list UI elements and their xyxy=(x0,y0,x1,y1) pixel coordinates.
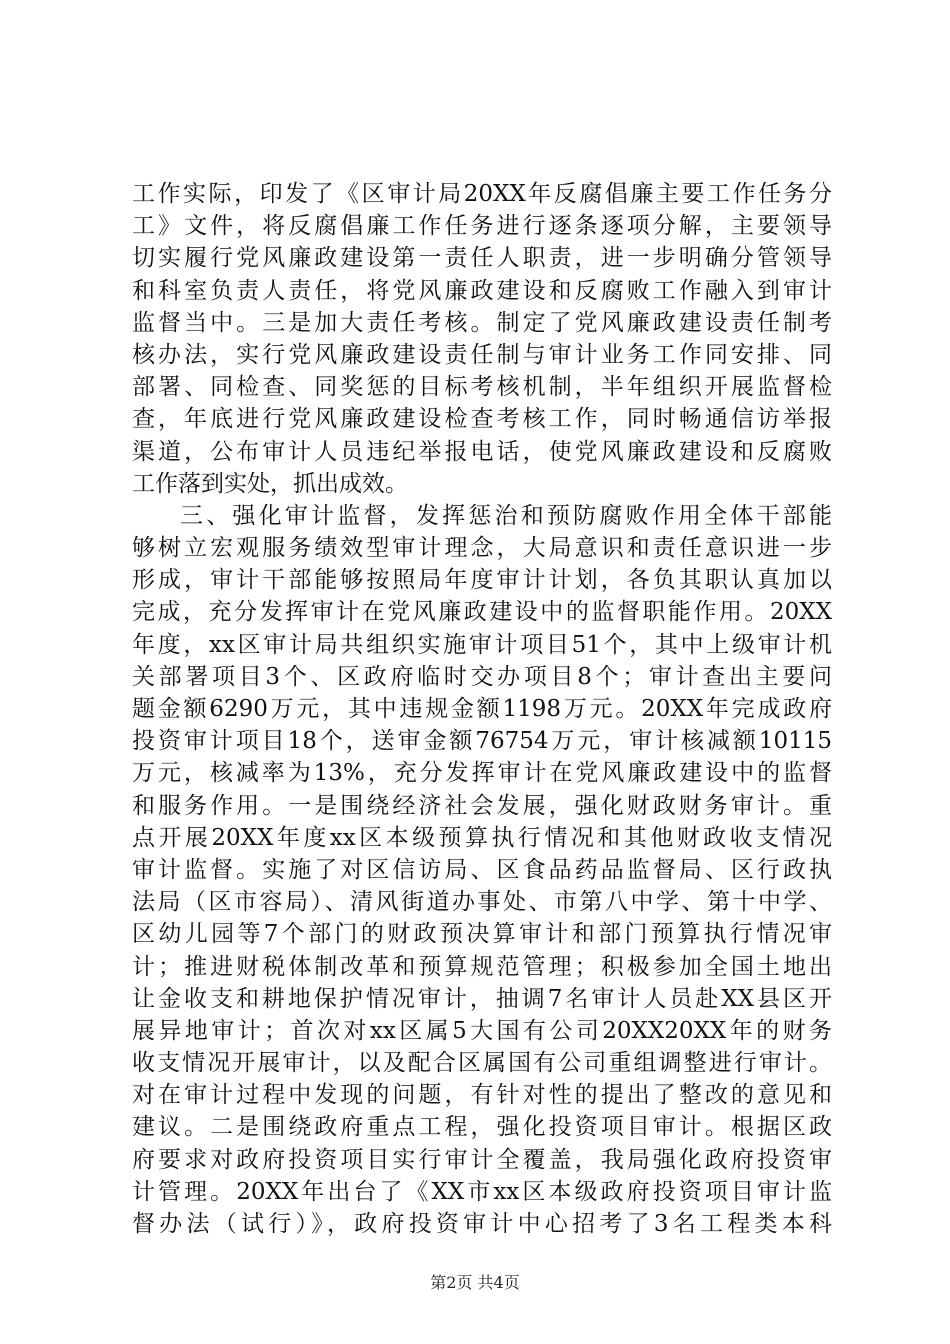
text-line: 督办法（试行）》，政府投资审计中心招考了3名工程类本科 xyxy=(132,1211,832,1237)
text-line: 部署、同检查、同奖惩的目标考核机制，半年组织开展监督检 xyxy=(132,374,832,401)
text-line: 工作落到实处，抓出成效。 xyxy=(132,470,408,497)
text-line: 监督当中。三是加大责任考核。制定了党风廉政建设责任制考 xyxy=(132,309,832,336)
text-line: 查，年底进行党风廉政建设检查考核工作，同时畅通信访举报 xyxy=(132,406,832,433)
text-line: 年度，xx区审计局共组织实施审计项目51个，其中上级审计机 xyxy=(132,631,832,658)
text-line: 和科室负责人责任，将党风廉政建设和反腐败工作融入到审计 xyxy=(132,277,832,304)
text-line: 投资审计项目18个，送审金额76754万元，审计核减额10115 xyxy=(132,728,832,755)
text-line: 形成，审计干部能够按照局年度审计计划，各负其职认真加以 xyxy=(132,567,832,594)
text-line: 法局（区市容局）、清风街道办事处、市第八中学、第十中学、 xyxy=(132,889,832,916)
text-line: 展异地审计；首次对xx区属5大国有公司20XX20XX年的财务 xyxy=(132,1017,832,1044)
text-line: 工》文件，将反腐倡廉工作任务进行逐条逐项分解，主要领导 xyxy=(132,213,832,240)
text-line: 建议。二是围绕政府重点工程，强化投资项目审计。根据区政 xyxy=(132,1114,832,1141)
text-line: 点开展20XX年度xx区本级预算执行情况和其他财政收支情况 xyxy=(132,824,832,851)
text-line: 让金收支和耕地保护情况审计，抽调7名审计人员赴XX县区开 xyxy=(132,985,832,1012)
text-line: 计；推进财税体制改革和预算规范管理；积极参加全国土地出 xyxy=(132,953,832,980)
page-number-footer: 第2页 共4页 xyxy=(430,1273,520,1292)
text-line: 够树立宏观服务绩效型审计理念，大局意识和责任意识进一步 xyxy=(132,535,832,562)
text-line: 审计监督。实施了对区信访局、区食品药品监督局、区行政执 xyxy=(132,856,832,883)
text-line: 核办法，实行党风廉政建设责任制与审计业务工作同安排、同 xyxy=(132,341,832,368)
text-line: 渠道，公布审计人员违纪举报电话，使党风廉政建设和反腐败 xyxy=(132,438,832,465)
text-line: 区幼儿园等7个部门的财政预决算审计和部门预算执行情况审 xyxy=(132,921,832,948)
text-line: 完成，充分发挥审计在党风廉政建设中的监督职能作用。20XX xyxy=(132,599,832,626)
text-line: 题金额6290万元，其中违规金额1198万元。20XX年完成政府 xyxy=(132,696,832,722)
text-line: 府要求对政府投资项目实行审计全覆盖，我局强化政府投资审 xyxy=(132,1146,832,1173)
text-line: 万元，核减率为13%，充分发挥审计在党风廉政建设中的监督 xyxy=(132,760,832,787)
section-heading-line: 三、强化审计监督，发挥惩治和预防腐败作用全体干部能 xyxy=(180,502,832,529)
body-text xyxy=(132,178,832,1240)
text-line: 和服务作用。一是围绕经济社会发展，强化财政财务审计。重 xyxy=(132,792,832,819)
text-line: 切实履行党风廉政建设第一责任人职责，进一步明确分管领导 xyxy=(132,245,832,272)
text-line: 计管理。20XX年出台了《XX市xx区本级政府投资项目审计监 xyxy=(132,1178,832,1205)
text-line: 关部署项目3个、区政府临时交办项目8个；审计查出主要问 xyxy=(132,663,832,690)
text-line: 工作实际，印发了《区审计局20XX年反腐倡廉主要工作任务分 xyxy=(132,181,832,207)
text-line: 对在审计过程中发现的问题，有针对性的提出了整改的意见和 xyxy=(132,1082,832,1109)
text-line: 收支情况开展审计，以及配合区属国有公司重组调整进行审计。 xyxy=(132,1050,832,1077)
